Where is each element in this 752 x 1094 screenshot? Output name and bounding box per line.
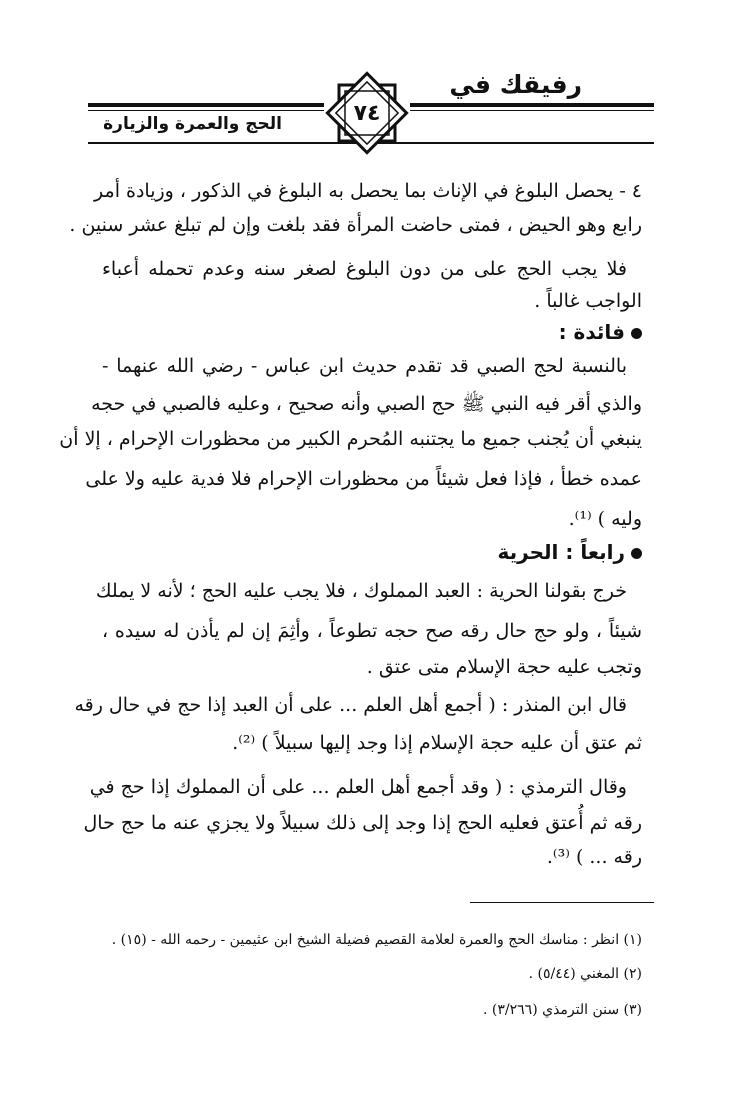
header-rule [410,103,654,107]
footnote: (٣) سنن الترمذي (٣/٢٦٦) . [483,1002,642,1018]
header-rule [88,110,324,111]
text-line: الواجب غالباً . [534,290,642,312]
text-line: ثم عتق أن عليه حجة الإسلام إذا وجد إليها سبيلاً ) ⁽²⁾. [232,732,642,754]
bullet-icon [631,548,642,559]
text-line: وقال الترمذي : ( وقد أجمع أهل العلم ... على أن المملوك إذا حج في [89,776,627,798]
heading-text: فائدة : [558,320,625,344]
text-line: وليه ) ⁽¹⁾. [568,508,642,530]
text-line: رقه ... ) ⁽³⁾. [546,846,642,868]
text-line: ٤ - يحصل البلوغ في الإناث بما يحصل به البلوغ في الذكور ، وزيادة أمر [94,180,642,202]
heading-text: رابعاً : الحرية [497,540,625,564]
text-line: والذي أقر فيه النبي ﷺ حج الصبي وأنه صحيح ، وعليه فالصبي في حجه [91,393,642,415]
header-rule [410,110,654,111]
text-line: قال ابن المنذر : ( أجمع أهل العلم ... على أن العبد إذا حج في حال رقه [74,694,627,716]
running-title-bottom: الحج والعمرة والزيارة [103,114,282,134]
footnote: (٢) المغني (٥/٤٤) . [528,966,642,982]
text-line: فلا يجب الحج على من دون البلوغ لصغر سنه وعدم تحمله أعباء [102,258,627,280]
text-line: بالنسبة لحج الصبي قد تقدم حديث ابن عباس - رضي الله عنهما - [102,355,627,377]
text-line: رابع وهو الحيض ، فمتى حاضت المرأة فقد بلغت وإن لم تبلغ عشر سنين . [69,214,642,236]
footnote: (١) انظر : مناسك الحج والعمرة لعلامة القصيم فضيلة الشيخ ابن عثيمين - رحمه الله - (١٥) . [111,932,642,948]
section-heading-hurriya [498,540,642,564]
page-number: ٧٤ [353,100,381,126]
footnote-separator [470,902,654,903]
text-line: رقه ثم أُعتق فعليه الحج إذا وجد إلى ذلك سبيلاً ولا يجزي عنه ما حج حال [83,812,642,834]
bullet-icon [631,328,642,339]
header-rule [88,103,324,107]
text-line: عمده خطأ ، فإذا فعل شيئاً من محظورات الإحرام فلا فدية عليه ولا على [85,468,642,490]
text-line: ينبغي أن يُجنب جميع ما يجتنبه المُحرم الكبير من محظورات الإحرام ، إلا أن [59,428,642,450]
text-line: وتجب عليه حجة الإسلام متى عتق . [366,656,642,678]
running-title-top: رفيقك في [449,70,582,99]
section-heading-faida [559,320,642,344]
text-line: شيئاً ، ولو حج حال رقه صح حجه تطوعاً ، وأثِمَ إن لم يأذن له سيده ، [102,620,642,642]
text-line: خرج بقولنا الحرية : العبد المملوك ، فلا يجب عليه الحج ؛ لأنه لا يملك [95,580,627,602]
